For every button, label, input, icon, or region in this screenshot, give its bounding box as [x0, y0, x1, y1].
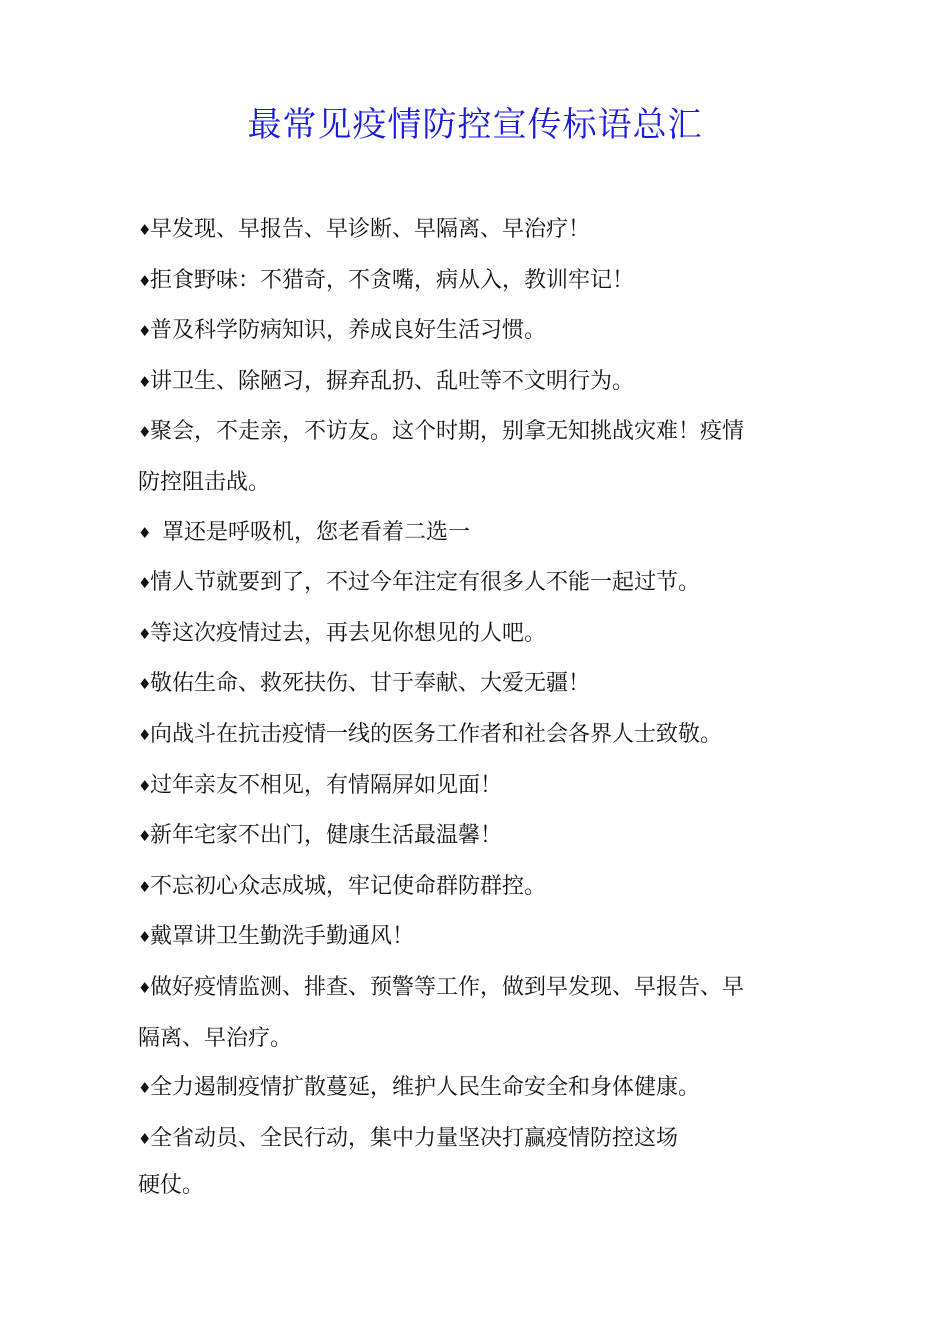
slogan-text: 全省动员、全民行动，集中力量坚决打赢疫情防控这场: [150, 1125, 679, 1151]
slogan-list: [138, 205, 818, 1214]
list-item: [138, 1063, 818, 1114]
slogan-text: 聚会，不走亲，不访友。这个时期，别拿无知挑战灾难！疫情: [150, 419, 745, 445]
slogan-text: 敬佑生命、救死扶伤、甘于奉献、大爱无疆！: [150, 671, 591, 697]
diamond-bullet-icon: ♦: [138, 574, 152, 593]
diamond-bullet-icon: ♦: [138, 928, 152, 947]
list-item: [138, 761, 818, 812]
slogan-text: 罩还是呼吸机，您老看着二选一: [162, 519, 471, 545]
list-item: [138, 508, 818, 559]
diamond-bullet-icon: ♦: [138, 523, 152, 542]
slogan-text-continued: 防控阻击战。: [138, 469, 271, 495]
diamond-bullet-icon: ♦: [138, 776, 152, 795]
diamond-bullet-icon: ♦: [138, 423, 152, 442]
slogan-text: 过年亲友不相见，有情隔屏如见面！: [150, 772, 503, 798]
slogan-text: 不忘初心众志成城，牢记使命群防群控。: [150, 873, 547, 899]
diamond-bullet-icon: ♦: [138, 877, 152, 896]
list-item: [138, 659, 818, 710]
slogan-text: 拒食野味：不猎奇，不贪嘴，病从入，教训牢记！: [150, 267, 635, 293]
slogan-text: 早发现、早报告、早诊断、早隔离、早治疗！: [150, 217, 591, 242]
diamond-bullet-icon: ♦: [138, 221, 152, 239]
diamond-bullet-icon: ♦: [138, 1129, 152, 1148]
slogan-text-continued: 隔离、早治疗。: [138, 1025, 293, 1051]
diamond-bullet-icon: ♦: [138, 322, 152, 341]
slogan-text: 全力遏制疫情扩散蔓延，维护人民生命安全和身体健康。: [150, 1075, 701, 1101]
slogan-text: 向战斗在抗击疫情一线的医务工作者和社会各界人士致敬。: [150, 721, 723, 747]
diamond-bullet-icon: ♦: [138, 271, 152, 290]
diamond-bullet-icon: ♦: [138, 1079, 152, 1098]
slogan-text-continued: 硬仗。: [138, 1173, 205, 1199]
slogan-text: 讲卫生、除陋习，摒弃乱扔、乱吐等不文明行为。: [150, 368, 635, 394]
list-item: [138, 205, 818, 256]
list-item: [138, 306, 818, 357]
slogan-text: 戴罩讲卫生勤洗手勤通风！: [150, 924, 415, 950]
diamond-bullet-icon: ♦: [138, 372, 152, 391]
slogan-text: 等这次疫情过去，再去见你想见的人吧。: [150, 620, 547, 646]
document-title: 最常见疫情防控宣传标语总汇: [247, 105, 703, 145]
list-item: [138, 609, 818, 660]
list-item: [138, 862, 818, 913]
diamond-bullet-icon: ♦: [138, 725, 152, 744]
slogan-text: 情人节就要到了，不过今年注定有很多人不能一起过节。: [150, 570, 701, 596]
list-item: [138, 811, 818, 862]
list-item: [138, 710, 818, 761]
slogan-text: 新年宅家不出门，健康生活最温馨！: [150, 823, 503, 849]
diamond-bullet-icon: ♦: [138, 624, 152, 643]
slogan-text: 普及科学防病知识，养成良好生活习惯。: [150, 318, 547, 344]
list-item: [138, 256, 818, 307]
list-item: [138, 963, 818, 1063]
diamond-bullet-icon: ♦: [138, 978, 152, 997]
list-item: [138, 912, 818, 963]
slogan-text: 做好疫情监测、排查、预警等工作，做到早发现、早报告、早: [150, 974, 745, 1000]
list-item: [138, 357, 818, 408]
list-item: [138, 558, 818, 609]
list-item: [138, 407, 818, 507]
diamond-bullet-icon: ♦: [138, 827, 152, 846]
list-item: [138, 1114, 818, 1214]
diamond-bullet-icon: ♦: [138, 675, 152, 694]
